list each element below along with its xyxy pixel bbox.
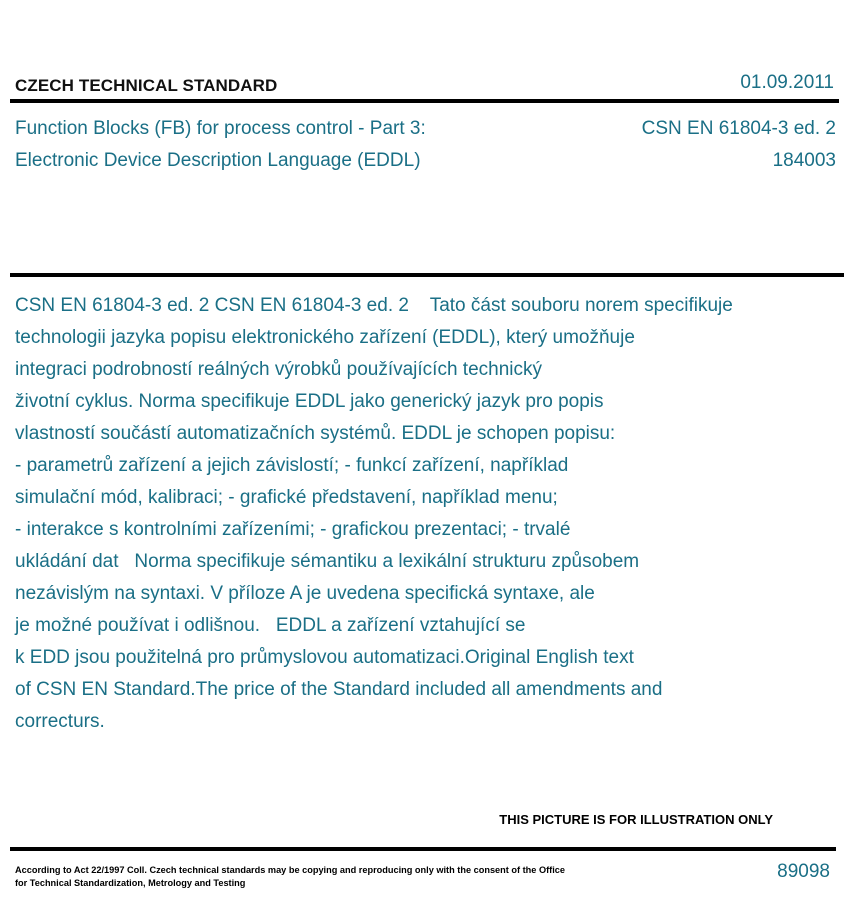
copyright-line-2: for Technical Standardization, Metrology and Testing xyxy=(15,878,246,888)
illustration-notice: THIS PICTURE IS FOR ILLUSTRATION ONLY xyxy=(499,812,773,827)
description-line: je možné používat i odlišnou. EDDL a zařízení vztahující se xyxy=(15,615,526,636)
header-divider xyxy=(10,99,839,103)
footer-divider xyxy=(10,847,836,851)
description-line: simulační mód, kalibraci; - grafické představení, například menu; xyxy=(15,487,558,508)
description-line: - parametrů zařízení a jejich závislostí; - funkcí zařízení, například xyxy=(15,455,569,476)
description-line: - interakce s kontrolními zařízeními; - grafickou prezentaci; - trvalé xyxy=(15,519,571,540)
standard-brand: CZECH TECHNICAL STANDARD xyxy=(15,76,278,95)
standard-code: CSN EN 61804-3 ed. 2 xyxy=(641,118,836,139)
title-divider xyxy=(10,273,844,277)
description-line: k EDD jsou použitelná pro průmyslovou automatizaci.Original English text xyxy=(15,647,634,668)
description-line: vlastností součástí automatizačních systémů. EDDL je schopen popisu: xyxy=(15,423,616,444)
copyright-notice xyxy=(15,864,595,890)
publication-date: 01.09.2011 xyxy=(740,72,834,93)
document-title-line-2: Electronic Device Description Language (EDDL) xyxy=(15,150,421,171)
description-line: of CSN EN Standard.The price of the Standard included all amendments and xyxy=(15,679,663,700)
description-line: technologii jazyka popisu elektronického zařízení (EDDL), který umožňuje xyxy=(15,327,635,348)
description-line: ukládání dat Norma specifikuje sémantiku a lexikální strukturu způsobem xyxy=(15,551,640,572)
standard-description xyxy=(15,290,845,738)
catalog-number: 184003 xyxy=(772,150,836,171)
description-line: životní cyklus. Norma specifikuje EDDL jako generický jazyk pro popis xyxy=(15,391,604,412)
description-line: nezávislým na syntaxi. V příloze A je uvedena specifická syntaxe, ale xyxy=(15,583,595,604)
description-line: correcturs. xyxy=(15,711,105,732)
document-title-line-1: Function Blocks (FB) for process control - Part 3: xyxy=(15,118,426,139)
description-line: CSN EN 61804-3 ed. 2 CSN EN 61804-3 ed. 2 Tato část souboru norem specifikuje xyxy=(15,295,733,316)
description-line: integraci podrobností reálných výrobků používajících technický xyxy=(15,359,542,380)
document-id-number: 89098 xyxy=(777,861,830,882)
copyright-line-1: According to Act 22/1997 Coll. Czech technical standards may be copying and reproducing only with the consent of the Office xyxy=(15,865,565,875)
